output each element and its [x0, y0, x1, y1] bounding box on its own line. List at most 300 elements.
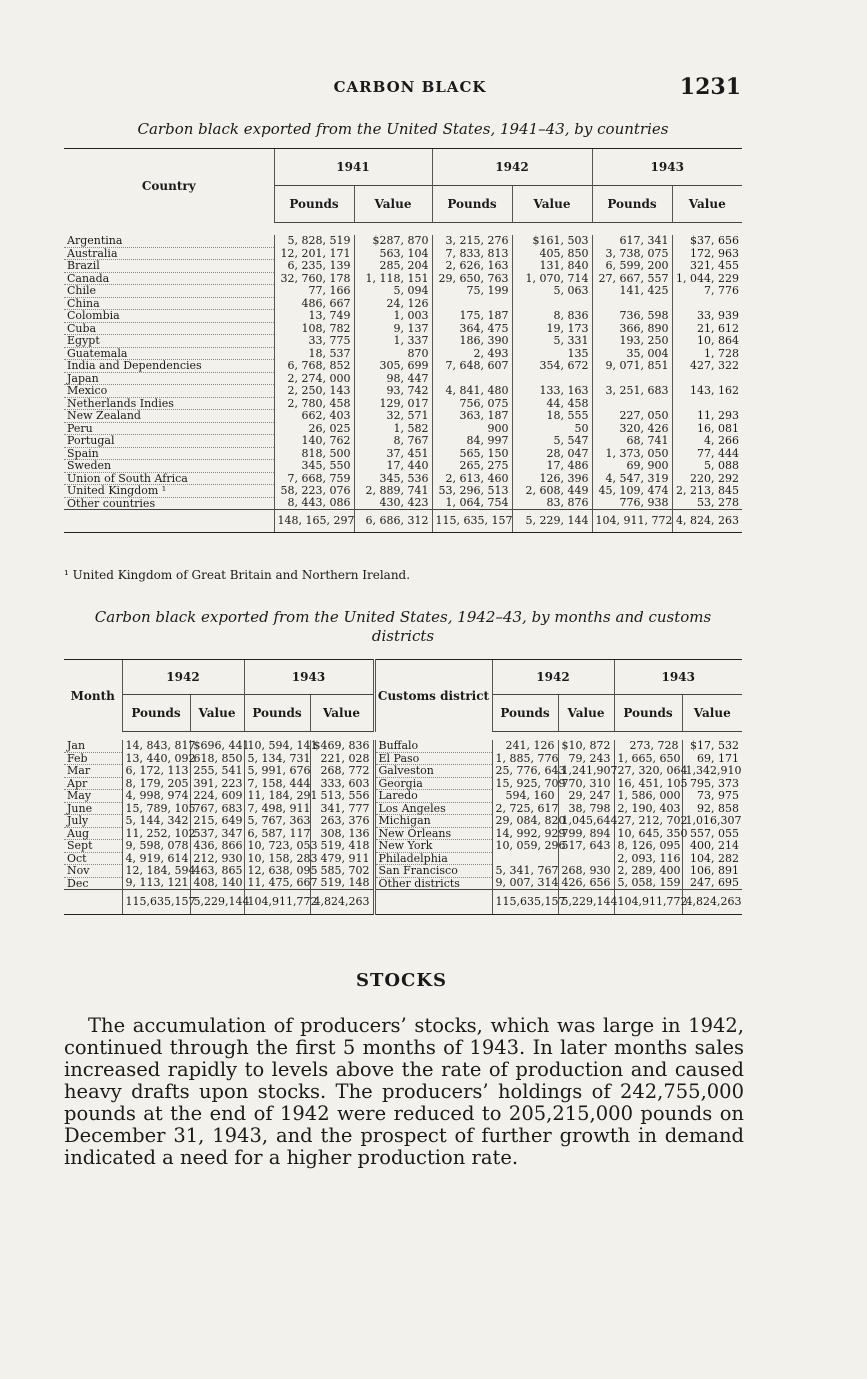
value-cell: 513, 556 — [310, 790, 374, 803]
value-cell: 19, 173 — [512, 322, 592, 335]
value-cell: 408, 140 — [190, 877, 244, 890]
country-cell: Japan — [64, 372, 274, 385]
pounds-cell: 25, 776, 643 — [492, 765, 558, 778]
pounds-cell: 6, 172, 113 — [122, 765, 190, 778]
value-cell: 2, 889, 741 — [354, 485, 432, 498]
pounds-cell: 273, 728 — [614, 740, 682, 752]
pounds-cell: 16, 451, 105 — [614, 777, 682, 790]
total-label-cell — [374, 890, 492, 915]
value-cell: $161, 503 — [512, 235, 592, 247]
value-cell: 285, 204 — [354, 260, 432, 273]
value-cell: 795, 373 — [682, 777, 742, 790]
pounds-cell: 5, 828, 519 — [274, 235, 354, 247]
value-cell: 5, 063 — [512, 285, 592, 298]
value-cell: 53, 278 — [672, 497, 742, 510]
pounds-cell: 8, 443, 086 — [274, 497, 354, 510]
month-cell: Oct — [64, 852, 122, 865]
value-cell: 1, 118, 151 — [354, 272, 432, 285]
value-cell: 247, 695 — [682, 877, 742, 890]
pounds-cell: 5, 767, 363 — [244, 815, 310, 828]
value-cell — [512, 372, 592, 385]
pounds-cell: 736, 598 — [592, 310, 672, 323]
table-row — [64, 877, 742, 890]
value-cell: 98, 447 — [354, 372, 432, 385]
value-column-header: Value — [190, 695, 244, 732]
district-cell: Other districts — [374, 877, 492, 890]
value-cell: 172, 963 — [672, 247, 742, 260]
table2-body — [64, 732, 742, 915]
value-cell: 321, 455 — [672, 260, 742, 273]
pounds-cell: 10, 059, 296 — [492, 840, 558, 853]
pounds-cell: 140, 762 — [274, 435, 354, 448]
value-cell: 212, 930 — [190, 852, 244, 865]
exports-by-month-and-district-table — [64, 659, 742, 915]
pounds-cell: 18, 537 — [274, 347, 354, 360]
table-row — [64, 410, 742, 423]
pounds-cell: 193, 250 — [592, 335, 672, 348]
district-cell: San Francisco — [374, 865, 492, 878]
pounds-cell: 486, 667 — [274, 297, 354, 310]
value-cell: 1, 582 — [354, 422, 432, 435]
pounds-cell: 10, 723, 053 — [244, 840, 310, 853]
value-cell: 18, 555 — [512, 410, 592, 423]
table-row — [64, 260, 742, 273]
value-column-header: Value — [354, 186, 432, 223]
year-header-1943: 1943 — [592, 149, 742, 186]
month-cell: Apr — [64, 777, 122, 790]
value-cell: 83, 876 — [512, 497, 592, 510]
year-header-1943: 1943 — [614, 660, 742, 695]
value-cell: 104, 282 — [682, 852, 742, 865]
pounds-cell: 68, 741 — [592, 435, 672, 448]
pounds-cell: 4, 919, 614 — [122, 852, 190, 865]
pounds-cell: 2, 093, 116 — [614, 852, 682, 865]
table-row — [64, 347, 742, 360]
value-cell: 426, 656 — [558, 877, 614, 890]
pounds-cell: 15, 925, 709 — [492, 777, 558, 790]
value-cell: 10, 864 — [672, 335, 742, 348]
value-cell: 4, 266 — [672, 435, 742, 448]
value-cell: 5, 094 — [354, 285, 432, 298]
pounds-cell: 227, 050 — [592, 410, 672, 423]
country-cell: Peru — [64, 422, 274, 435]
total-cell: 4,824,263 — [310, 890, 374, 915]
country-cell: Chile — [64, 285, 274, 298]
pounds-cell: 4, 841, 480 — [432, 385, 512, 398]
pounds-cell: 12, 638, 095 — [244, 865, 310, 878]
value-cell — [672, 297, 742, 310]
pounds-cell: 8, 126, 095 — [614, 840, 682, 853]
table-row — [64, 765, 742, 778]
table2-caption — [64, 608, 742, 646]
pounds-cell: 27, 320, 064 — [614, 765, 682, 778]
pounds-cell: 6, 768, 852 — [274, 360, 354, 373]
pounds-cell: 53, 296, 513 — [432, 485, 512, 498]
country-cell: India and Dependencies — [64, 360, 274, 373]
value-cell: 9, 137 — [354, 322, 432, 335]
value-cell: 5, 331 — [512, 335, 592, 348]
pounds-cell: 366, 890 — [592, 322, 672, 335]
value-cell: 131, 840 — [512, 260, 592, 273]
value-column-header: Value — [310, 695, 374, 732]
table-row — [64, 497, 742, 510]
value-cell: 268, 930 — [558, 865, 614, 878]
pounds-cell: 14, 992, 929 — [492, 827, 558, 840]
value-cell: 405, 850 — [512, 247, 592, 260]
pounds-cell: 5, 134, 731 — [244, 752, 310, 765]
table-row — [64, 235, 742, 247]
country-cell: Portugal — [64, 435, 274, 448]
value-cell: 519, 418 — [310, 840, 374, 853]
pounds-cell: 9, 598, 078 — [122, 840, 190, 853]
pounds-cell: 9, 007, 314 — [492, 877, 558, 890]
value-cell — [672, 372, 742, 385]
total-cell: 5,229,144 — [190, 890, 244, 915]
table2-caption-line-1: Carbon black exported from the United States, 1942–43, by months and customs — [94, 608, 712, 626]
month-cell: July — [64, 815, 122, 828]
value-cell: $17, 532 — [682, 740, 742, 752]
month-cell: May — [64, 790, 122, 803]
pounds-column-header: Pounds — [614, 695, 682, 732]
pounds-cell: 29, 084, 820 — [492, 815, 558, 828]
table-row — [64, 335, 742, 348]
pounds-cell: 7, 158, 444 — [244, 777, 310, 790]
value-cell: 563, 104 — [354, 247, 432, 260]
pounds-cell: 11, 252, 102 — [122, 827, 190, 840]
total-cell: 104,911,772 — [614, 890, 682, 915]
table-row — [64, 272, 742, 285]
value-cell: 50 — [512, 422, 592, 435]
page-number: 1231 — [679, 74, 741, 100]
value-cell: 77, 444 — [672, 447, 742, 460]
value-cell: 799, 894 — [558, 827, 614, 840]
total-cell: 5, 229, 144 — [512, 510, 592, 533]
pounds-cell: 6, 599, 200 — [592, 260, 672, 273]
month-cell: Sept — [64, 840, 122, 853]
country-cell: Netherlands Indies — [64, 397, 274, 410]
table1-caption: Carbon black exported from the United States, 1941–43, by countries — [137, 120, 669, 138]
pounds-cell — [492, 852, 558, 865]
value-cell: 1, 003 — [354, 310, 432, 323]
table-row — [64, 777, 742, 790]
year-header-1941: 1941 — [274, 149, 432, 186]
country-cell: China — [64, 297, 274, 310]
value-cell: 215, 649 — [190, 815, 244, 828]
month-cell: Dec — [64, 877, 122, 890]
pounds-cell: 776, 938 — [592, 497, 672, 510]
value-cell: 11, 293 — [672, 410, 742, 423]
country-cell: Argentina — [64, 235, 274, 247]
pounds-cell: 2, 626, 163 — [432, 260, 512, 273]
value-cell: 224, 609 — [190, 790, 244, 803]
value-cell — [558, 852, 614, 865]
pounds-cell: 77, 166 — [274, 285, 354, 298]
value-cell: 92, 858 — [682, 802, 742, 815]
pounds-cell: 45, 109, 474 — [592, 485, 672, 498]
district-cell: Michigan — [374, 815, 492, 828]
table-row — [64, 815, 742, 828]
pounds-cell: 7, 648, 607 — [432, 360, 512, 373]
country-cell: Australia — [64, 247, 274, 260]
value-cell: 430, 423 — [354, 497, 432, 510]
pounds-cell: 186, 390 — [432, 335, 512, 348]
value-cell: 519, 148 — [310, 877, 374, 890]
month-cell: Mar — [64, 765, 122, 778]
district-cell: New Orleans — [374, 827, 492, 840]
value-cell: 341, 777 — [310, 802, 374, 815]
value-cell: 32, 571 — [354, 410, 432, 423]
pounds-cell: 2, 274, 000 — [274, 372, 354, 385]
value-cell: 1, 337 — [354, 335, 432, 348]
pounds-column-header: Pounds — [432, 186, 512, 223]
pounds-cell: 13, 749 — [274, 310, 354, 323]
pounds-cell: 9, 071, 851 — [592, 360, 672, 373]
total-row — [64, 510, 742, 533]
value-cell: 129, 017 — [354, 397, 432, 410]
table2-caption-line-2: districts — [371, 627, 435, 645]
value-column-header: Value — [682, 695, 742, 732]
country-cell: Guatemala — [64, 347, 274, 360]
table1-footnote: ¹ United Kingdom of Great Britain and Northern Ireland. — [64, 568, 411, 582]
country-cell: New Zealand — [64, 410, 274, 423]
value-cell: 5, 547 — [512, 435, 592, 448]
country-cell: Union of South Africa — [64, 472, 274, 485]
value-cell: 133, 163 — [512, 385, 592, 398]
table-row — [64, 472, 742, 485]
table-row — [64, 422, 742, 435]
table-row — [64, 852, 742, 865]
pounds-cell: 3, 738, 075 — [592, 247, 672, 260]
pounds-cell: 14, 843, 817 — [122, 740, 190, 752]
total-cell: 6, 686, 312 — [354, 510, 432, 533]
value-cell: $696, 441 — [190, 740, 244, 752]
table-row — [64, 740, 742, 752]
total-cell: 115, 635, 157 — [432, 510, 512, 533]
value-cell: $10, 872 — [558, 740, 614, 752]
value-cell — [512, 297, 592, 310]
table-row — [64, 247, 742, 260]
district-cell: Georgia — [374, 777, 492, 790]
district-cell: New York — [374, 840, 492, 853]
pounds-cell: 5, 341, 767 — [492, 865, 558, 878]
pounds-cell — [432, 372, 512, 385]
total-row — [64, 890, 742, 915]
country-cell: United Kingdom ¹ — [64, 485, 274, 498]
customs-district-column-header: Customs district — [374, 660, 492, 732]
table-row — [64, 360, 742, 373]
pounds-cell: 617, 341 — [592, 235, 672, 247]
value-cell: 143, 162 — [672, 385, 742, 398]
pounds-cell: 594, 160 — [492, 790, 558, 803]
table-row — [64, 322, 742, 335]
value-cell: 93, 742 — [354, 385, 432, 398]
value-cell: 427, 322 — [672, 360, 742, 373]
value-cell: 1, 044, 229 — [672, 272, 742, 285]
district-cell: Galveston — [374, 765, 492, 778]
pounds-cell — [592, 372, 672, 385]
year-header-1943: 1943 — [244, 660, 374, 695]
value-cell: 263, 376 — [310, 815, 374, 828]
country-cell: Brazil — [64, 260, 274, 273]
table-row — [64, 372, 742, 385]
year-header-1942: 1942 — [492, 660, 614, 695]
pounds-cell: 141, 425 — [592, 285, 672, 298]
pounds-column-header: Pounds — [592, 186, 672, 223]
value-cell: 479, 911 — [310, 852, 374, 865]
value-cell: 126, 396 — [512, 472, 592, 485]
country-cell: Colombia — [64, 310, 274, 323]
pounds-cell: 11, 475, 667 — [244, 877, 310, 890]
pounds-cell — [592, 397, 672, 410]
value-cell: 79, 243 — [558, 752, 614, 765]
value-cell: 106, 891 — [682, 865, 742, 878]
pounds-cell: 33, 775 — [274, 335, 354, 348]
value-cell: 17, 440 — [354, 460, 432, 473]
country-cell: Sweden — [64, 460, 274, 473]
pounds-cell: 265, 275 — [432, 460, 512, 473]
value-cell: 1,045,644 — [558, 815, 614, 828]
pounds-cell: 6, 235, 139 — [274, 260, 354, 273]
pounds-cell: 7, 833, 813 — [432, 247, 512, 260]
value-cell: 2, 213, 845 — [672, 485, 742, 498]
year-header-1942: 1942 — [432, 149, 592, 186]
value-column-header: Value — [558, 695, 614, 732]
pounds-cell: 241, 126 — [492, 740, 558, 752]
pounds-cell: 12, 201, 171 — [274, 247, 354, 260]
value-cell: 44, 458 — [512, 397, 592, 410]
pounds-cell: 3, 215, 276 — [432, 235, 512, 247]
table-row — [64, 827, 742, 840]
value-cell: $287, 870 — [354, 235, 432, 247]
pounds-cell: 27, 212, 702 — [614, 815, 682, 828]
pounds-cell — [592, 297, 672, 310]
pounds-cell: 29, 650, 763 — [432, 272, 512, 285]
value-cell: 557, 055 — [682, 827, 742, 840]
pounds-cell: 35, 004 — [592, 347, 672, 360]
pounds-cell: 9, 113, 121 — [122, 877, 190, 890]
pounds-cell: 1, 586, 000 — [614, 790, 682, 803]
table-row — [64, 310, 742, 323]
value-cell: 255, 541 — [190, 765, 244, 778]
pounds-cell: 69, 900 — [592, 460, 672, 473]
total-cell: 148, 165, 297 — [274, 510, 354, 533]
value-cell: $469, 836 — [310, 740, 374, 752]
pounds-cell: 7, 668, 759 — [274, 472, 354, 485]
running-title: CARBON BLACK — [333, 78, 487, 96]
pounds-cell: 5, 144, 342 — [122, 815, 190, 828]
value-cell: 73, 975 — [682, 790, 742, 803]
pounds-cell: 1, 373, 050 — [592, 447, 672, 460]
value-column-header: Value — [512, 186, 592, 223]
country-cell: Spain — [64, 447, 274, 460]
stocks-heading: STOCKS — [355, 970, 448, 991]
table-row — [64, 840, 742, 853]
value-cell: 38, 798 — [558, 802, 614, 815]
country-cell: Cuba — [64, 322, 274, 335]
table-row — [64, 790, 742, 803]
table1-body — [64, 223, 742, 533]
month-cell: Feb — [64, 752, 122, 765]
district-cell: El Paso — [374, 752, 492, 765]
value-cell: 1, 070, 714 — [512, 272, 592, 285]
value-cell: 8, 767 — [354, 435, 432, 448]
pounds-cell: 5, 991, 676 — [244, 765, 310, 778]
value-cell: 618, 850 — [190, 752, 244, 765]
pounds-cell: 662, 403 — [274, 410, 354, 423]
value-cell: 400, 214 — [682, 840, 742, 853]
stocks-paragraph: The accumulation of producers’ stocks, which was large in 1942, continued through the first 5 months of 1943. In later months sales increased rapidly to levels above the rate of production and caused heavy drafts upon stocks. The producers’ holdings of 242,755,000 pounds at the end of 1942 were reduced to 205,215,000 pounds on December 31, 1943, and the prospect of further growth in demand indicated a need for a higher production rate. — [64, 1014, 744, 1169]
value-cell — [672, 397, 742, 410]
value-cell: 537, 347 — [190, 827, 244, 840]
pounds-cell: 363, 187 — [432, 410, 512, 423]
value-cell: 1,016,307 — [682, 815, 742, 828]
pounds-cell: 565, 150 — [432, 447, 512, 460]
value-cell: 463, 865 — [190, 865, 244, 878]
value-cell: 220, 292 — [672, 472, 742, 485]
value-cell: $37, 656 — [672, 235, 742, 247]
value-cell: 33, 939 — [672, 310, 742, 323]
value-cell: 268, 772 — [310, 765, 374, 778]
table-row — [64, 460, 742, 473]
total-cell: 115,635,157 — [122, 890, 190, 915]
pounds-cell: 2, 613, 460 — [432, 472, 512, 485]
pounds-column-header: Pounds — [274, 186, 354, 223]
pounds-cell: 1, 885, 776 — [492, 752, 558, 765]
pounds-cell: 175, 187 — [432, 310, 512, 323]
pounds-cell: 84, 997 — [432, 435, 512, 448]
district-cell: Los Angeles — [374, 802, 492, 815]
pounds-cell: 2, 493 — [432, 347, 512, 360]
total-cell: 4,824,263 — [682, 890, 742, 915]
total-cell: 115,635,157 — [492, 890, 558, 915]
pounds-cell: 4, 547, 319 — [592, 472, 672, 485]
total-label-cell — [64, 890, 122, 915]
pounds-cell: 3, 251, 683 — [592, 385, 672, 398]
pounds-cell: 8, 179, 205 — [122, 777, 190, 790]
pounds-cell: 5, 058, 159 — [614, 877, 682, 890]
pounds-cell: 10, 594, 141 — [244, 740, 310, 752]
pounds-cell: 2, 725, 617 — [492, 802, 558, 815]
pounds-cell: 10, 158, 283 — [244, 852, 310, 865]
pounds-cell: 320, 426 — [592, 422, 672, 435]
pounds-cell: 1, 665, 650 — [614, 752, 682, 765]
value-cell: 391, 223 — [190, 777, 244, 790]
table-row — [64, 397, 742, 410]
value-cell: 1, 728 — [672, 347, 742, 360]
pounds-cell: 6, 587, 117 — [244, 827, 310, 840]
table-row — [64, 285, 742, 298]
month-cell: Aug — [64, 827, 122, 840]
value-cell: 21, 612 — [672, 322, 742, 335]
value-cell: 308, 136 — [310, 827, 374, 840]
pounds-cell: 11, 184, 291 — [244, 790, 310, 803]
table-row — [64, 435, 742, 448]
value-cell: 29, 247 — [558, 790, 614, 803]
pounds-cell: 2, 250, 143 — [274, 385, 354, 398]
table-row — [64, 385, 742, 398]
total-cell: 104, 911, 772 — [592, 510, 672, 533]
country-cell: Egypt — [64, 335, 274, 348]
value-cell: 517, 643 — [558, 840, 614, 853]
district-cell: Laredo — [374, 790, 492, 803]
pounds-cell: 345, 550 — [274, 460, 354, 473]
pounds-cell: 15, 789, 105 — [122, 802, 190, 815]
table-row — [64, 485, 742, 498]
value-cell: 37, 451 — [354, 447, 432, 460]
pounds-cell: 2, 289, 400 — [614, 865, 682, 878]
pounds-cell: 7, 498, 911 — [244, 802, 310, 815]
pounds-column-header: Pounds — [122, 695, 190, 732]
